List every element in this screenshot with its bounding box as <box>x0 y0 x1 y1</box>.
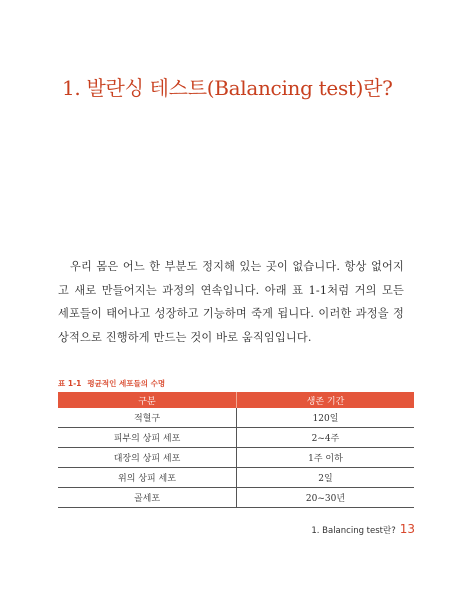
cell-type: 위의 상피 세포 <box>58 468 237 488</box>
cell-lifespan-table <box>58 392 414 508</box>
header-lifespan: 생존 기간 <box>237 392 415 408</box>
table-caption-label: 표 1-1 <box>58 379 82 388</box>
table-row <box>58 488 414 508</box>
chapter-title: 1. 발란싱 테스트(Balancing test)란? <box>62 76 393 100</box>
page-footer <box>0 522 415 536</box>
table-caption <box>58 378 165 389</box>
cell-type: 적혈구 <box>58 408 237 428</box>
table-row <box>58 428 414 448</box>
body-paragraph: 우리 몸은 어느 한 부분도 정지해 있는 곳이 없습니다. 항상 없어지고 새로 만들어지는 과정의 연속입니다. 아래 표 1-1처럼 거의 모든 세포들이 태어나고 성장하고 기능하며 죽게 됩니다. 이러한 과정을 정상적으로 진행하게 만드는 것이 바로 움직임입니다. <box>58 260 404 344</box>
table-row <box>58 468 414 488</box>
cell-type: 피부의 상피 세포 <box>58 428 237 448</box>
header-category: 구분 <box>58 392 237 408</box>
cell-lifespan: 2~4주 <box>237 428 415 448</box>
page-number: 13 <box>399 522 415 536</box>
table-row <box>58 408 414 428</box>
cell-lifespan: 2일 <box>237 468 415 488</box>
cell-lifespan: 1주 이하 <box>237 448 415 468</box>
cell-type: 대장의 상피 세포 <box>58 448 237 468</box>
cell-lifespan: 120일 <box>237 408 415 428</box>
cell-lifespan: 20~30년 <box>237 488 415 508</box>
table-header-row <box>58 392 414 408</box>
cell-type: 골세포 <box>58 488 237 508</box>
running-title: 1. Balancing test란? <box>311 526 396 536</box>
table-caption-title: 평균적인 세포들의 수명 <box>87 379 166 388</box>
table-row <box>58 448 414 468</box>
